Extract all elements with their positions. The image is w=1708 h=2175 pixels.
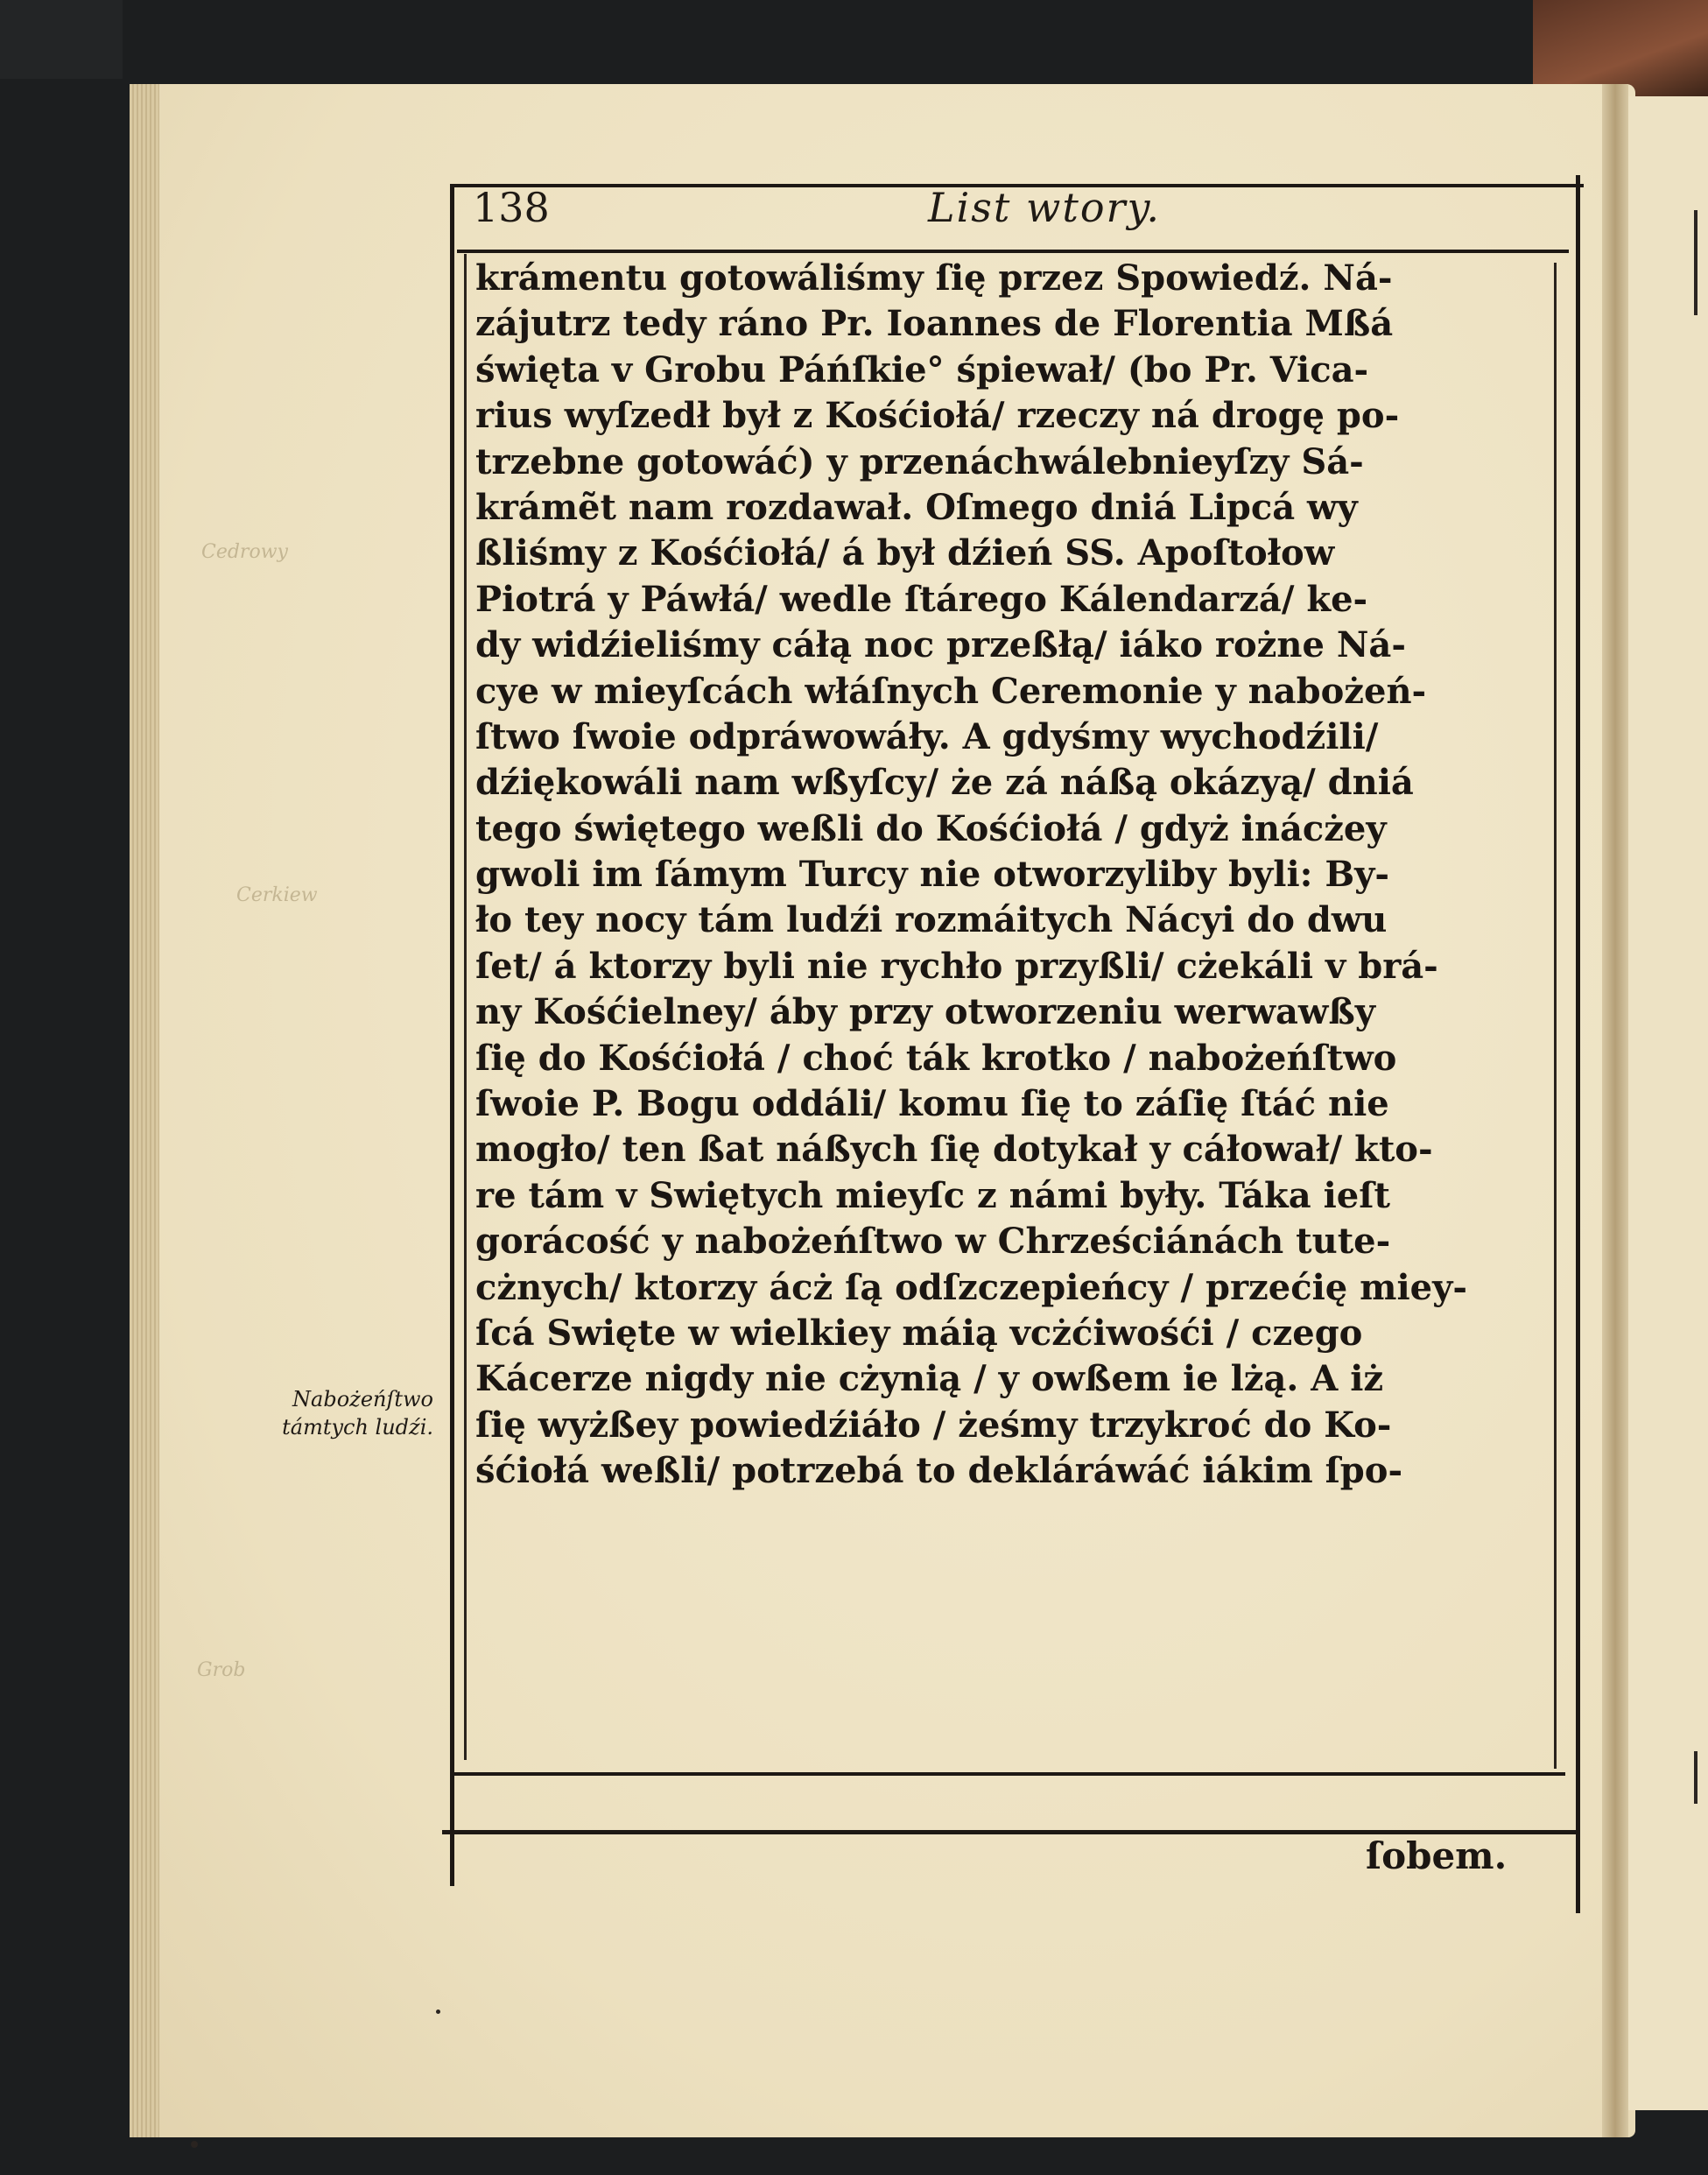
- background-corner: [0, 0, 123, 79]
- body-text: [475, 256, 1561, 1495]
- text-line: krámentu gotowáliśmy ſię przez Spowiedź. Ná-: [475, 257, 1393, 299]
- text-line: ſię do Kośćiołá / choć ták krotko / nabożeńſtwo: [475, 1037, 1397, 1079]
- text-line: zájutrz tedy ráno Pr. Ioannes de Florentia Mßá: [475, 303, 1394, 345]
- text-line: ſwoie P. Bogu oddáli/ komu ſię to záſię ſtáć nie: [475, 1083, 1389, 1125]
- show-through-text: Grob: [197, 1659, 246, 1681]
- facing-page-rule: [1694, 210, 1697, 315]
- text-line: ło tey nocy tám ludźi rozmáitych Nácyi do dwu: [475, 899, 1388, 941]
- binding-leather: [1533, 0, 1708, 96]
- header-rule: [457, 250, 1569, 253]
- facing-page: [1628, 96, 1708, 2110]
- paper-speck: [436, 2010, 440, 2014]
- show-through-text: Cerkiew: [236, 884, 318, 906]
- text-frame-right-rule: [1576, 175, 1580, 1913]
- text-line: ſet/ á ktorzy byli nie rychło przyßli/ cżekáli v brá-: [475, 945, 1438, 987]
- show-through-text: Cedrowy: [201, 541, 288, 563]
- text-line: mogło/ ten ßat náßych ſię dotykał y cáłował/ kto-: [475, 1129, 1433, 1171]
- book-gutter: [1602, 84, 1628, 2137]
- catchword: ſobem.: [1366, 1834, 1508, 1877]
- footer-rule: [453, 1772, 1565, 1776]
- text-line: Piotrá y Páwłá/ wedle ſtárego Kálendarzá/ ke-: [475, 578, 1368, 620]
- text-line: re tám v Swiętych mieyſc z námi były. Táka ieſt: [475, 1174, 1390, 1216]
- text-line: trzebne gotowáć) y przenáchwálebnieyſzy Sá-: [475, 440, 1364, 482]
- facing-page-rule: [1694, 1751, 1697, 1804]
- marginal-note: [179, 1385, 433, 1441]
- text-line: ſcá Swięte w wielkiey máią vcżćiwośći / czego: [475, 1312, 1363, 1354]
- text-line: cżnych/ ktorzy ácż ſą odſzczepieńcy / przećię miey-: [475, 1266, 1467, 1308]
- text-line: ßliśmy z Kośćiołá/ á był dźień SS. Apoſtołow: [475, 532, 1335, 574]
- text-line: święta v Grobu Páńſkie° śpiewał/ (bo Pr. Vica-: [475, 348, 1369, 391]
- text-line: śćiołá weßli/ potrzebá to dekláráwáć iákim ſpo-: [475, 1450, 1403, 1492]
- marginal-note-line: Nabożeńſtwo: [292, 1387, 433, 1411]
- paper-speck: [191, 2141, 198, 2148]
- text-line: cye w mieyſcách włáſnych Ceremonie y nabożeń-: [475, 670, 1427, 712]
- page-edges: [130, 84, 159, 2137]
- text-line: Kácerze nigdy nie cżynią / y owßem ie lżą. A iż: [475, 1358, 1384, 1400]
- text-line: gwoli im ſámym Turcy nie otworzyliby byli: By-: [475, 854, 1389, 896]
- page-number: 138: [473, 184, 550, 231]
- text-line: dy widźieliśmy cáłą noc przeßłą/ iáko rożne Ná-: [475, 624, 1406, 666]
- running-head: List wtory.: [928, 184, 1162, 231]
- text-line: tego świętego weßli do Kośćiołá / gdyż inácżey: [475, 807, 1387, 849]
- text-line: krámẽt nam rozdawał. Oſmego dniá Lipcá wy: [475, 486, 1358, 528]
- text-line: ſtwo ſwoie odpráwowáły. A gdyśmy wychodźili/: [475, 715, 1379, 757]
- marginal-note-line: támtych ludźi.: [282, 1415, 433, 1439]
- text-line: rius wyſzedł był z Kośćiołá/ rzeczy ná drogę po-: [475, 395, 1400, 437]
- text-line: dźiękowáli nam wßyſcy/ że zá náßą okázyą/ dniá: [475, 762, 1414, 804]
- text-line: gorácość y nabożeńſtwo w Chrześciánách tute-: [475, 1221, 1391, 1263]
- text-line: ny Kośćielney/ áby przy otworzeniu werwawßy: [475, 991, 1375, 1033]
- inner-frame-rule: [464, 254, 474, 1760]
- text-line: ſię wyżßey powiedźiáło / żeśmy trzykroć do Ko-: [475, 1404, 1392, 1446]
